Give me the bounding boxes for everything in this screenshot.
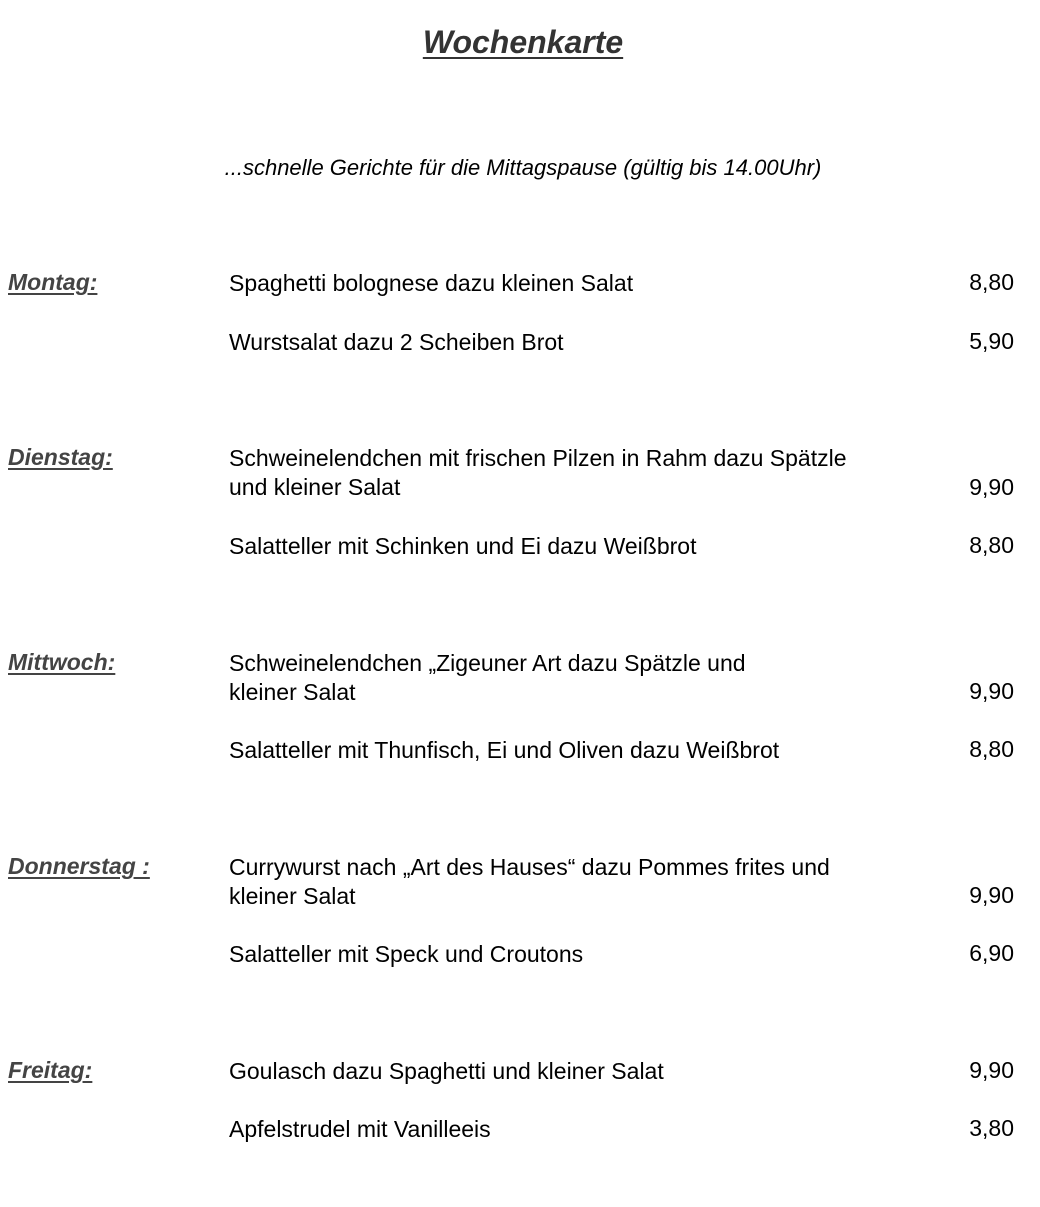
day-label-dienstag: Dienstag: bbox=[8, 444, 113, 470]
dish-line: kleiner Salat bbox=[229, 679, 356, 705]
dish-line: Schweinelendchen „Zigeuner Art dazu Spätzle und bbox=[229, 650, 746, 676]
dish-freitag-2 bbox=[229, 1115, 929, 1144]
price-mittwoch-1: 9,90 bbox=[969, 678, 1014, 704]
day-label-donnerstag: Donnerstag : bbox=[8, 853, 150, 879]
day-label-mittwoch: Mittwoch: bbox=[8, 649, 116, 675]
price-donnerstag-1: 9,90 bbox=[969, 882, 1014, 908]
dish-line: Salatteller mit Schinken und Ei dazu Weißbrot bbox=[229, 533, 697, 559]
dish-line: Salatteller mit Speck und Croutons bbox=[229, 941, 584, 967]
price-mittwoch-2: 8,80 bbox=[969, 736, 1014, 762]
dish-dienstag-1 bbox=[229, 444, 929, 502]
menu-title: Wochenkarte bbox=[422, 24, 624, 60]
day-label-montag: Montag: bbox=[8, 269, 98, 295]
dish-line: Goulasch dazu Spaghetti und kleiner Salat bbox=[229, 1058, 664, 1084]
dish-montag-1 bbox=[229, 269, 929, 298]
dish-line: Wurstsalat dazu 2 Scheiben Brot bbox=[229, 329, 564, 355]
dish-montag-2 bbox=[229, 328, 929, 357]
dish-line: Currywurst nach „Art des Hauses“ dazu Pommes frites und bbox=[229, 854, 830, 880]
dish-dienstag-2 bbox=[229, 532, 929, 561]
price-montag-1: 8,80 bbox=[969, 269, 1014, 295]
dish-donnerstag-1 bbox=[229, 853, 929, 911]
price-montag-2: 5,90 bbox=[969, 328, 1014, 354]
price-donnerstag-2: 6,90 bbox=[969, 940, 1014, 966]
day-label-freitag: Freitag: bbox=[8, 1057, 93, 1083]
price-dienstag-1: 9,90 bbox=[969, 474, 1014, 500]
dish-line: Salatteller mit Thunfisch, Ei und Oliven dazu Weißbrot bbox=[229, 737, 780, 763]
dish-mittwoch-2 bbox=[229, 736, 929, 765]
price-freitag-2: 3,80 bbox=[969, 1115, 1014, 1141]
price-dienstag-2: 8,80 bbox=[969, 532, 1014, 558]
dish-donnerstag-2 bbox=[229, 940, 929, 969]
menu-subtitle: ...schnelle Gerichte für die Mittagspause (gültig bis 14.00Uhr) bbox=[224, 155, 822, 180]
dish-freitag-1 bbox=[229, 1057, 929, 1086]
dish-line: kleiner Salat bbox=[229, 883, 356, 909]
dish-mittwoch-1 bbox=[229, 649, 929, 707]
dish-line: Schweinelendchen mit frischen Pilzen in Rahm dazu Spätzle bbox=[229, 445, 847, 471]
dish-line: Apfelstrudel mit Vanilleeis bbox=[229, 1116, 491, 1142]
dish-line: und kleiner Salat bbox=[229, 474, 401, 500]
price-freitag-1: 9,90 bbox=[969, 1057, 1014, 1083]
dish-line: Spaghetti bolognese dazu kleinen Salat bbox=[229, 270, 634, 296]
